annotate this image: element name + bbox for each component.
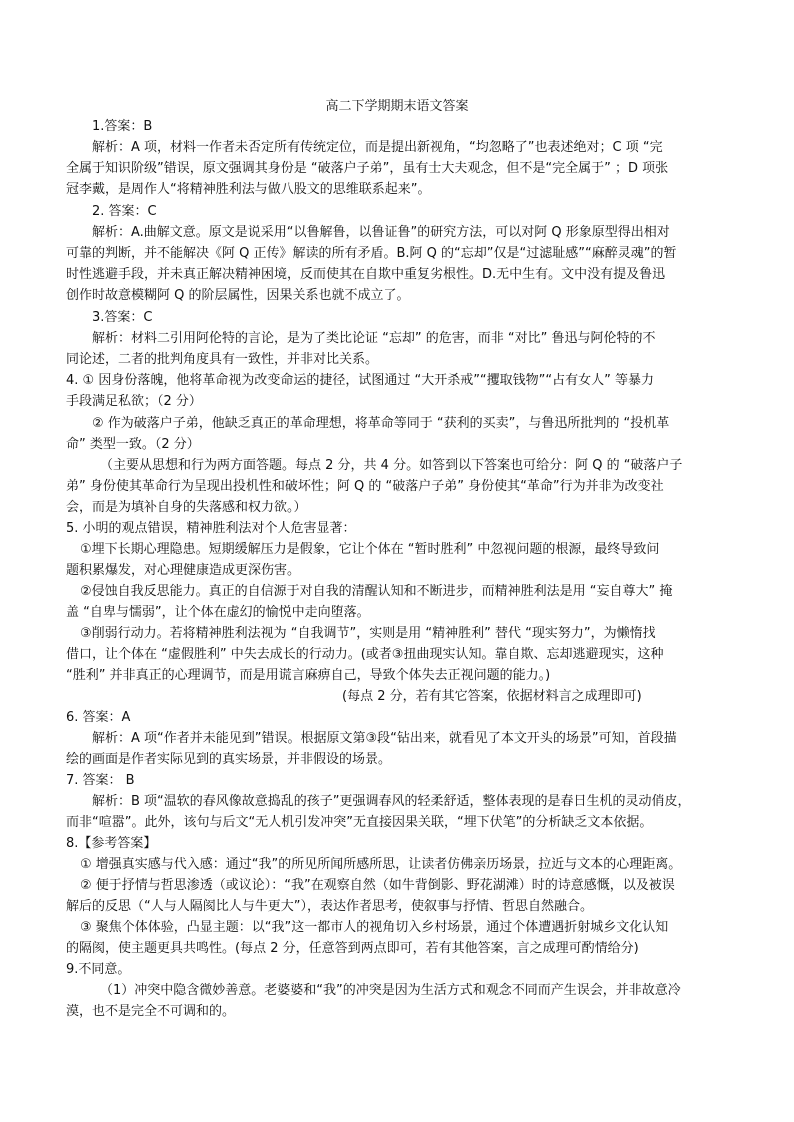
text-line: 冠李戴，是周作人“将精神胜利法与做八股文的思维联系起来”。 (66, 182, 431, 197)
text-line: 创作时故意模糊阿 Q 的阶层属性，因果关系也就不成立了。 (66, 288, 410, 303)
text-line: 借口，让个体在 “虚假胜利” 中失去成长的行动力。(或者③扭曲现实认知。靠自欺、忘却逃避现实，这种 (66, 647, 664, 662)
text-line: 时性逃避手段，并未真正解决精神困境，反而使其在自欺中重复劣根性。D.无中生有。文中没有提及鲁迅 (66, 267, 666, 282)
answer-6-label: 6. 答案：A (66, 710, 131, 725)
text-line: 会，而是为填补自身的失落感和权力欲。） (66, 500, 307, 515)
text-line: （主要从思想和行为两方面答题。每点 2 分，共 4 分。如答到以下答案也可给分：阿 Q 的 “破落户子 (100, 458, 683, 473)
text-line: “胜利” 并非真正的心理调节，而是用谎言麻痹自己，导致个体失去正视问题的能力。) (66, 668, 551, 683)
text-line: 同论述，二者的批判角度具有一致性，并非对比关系。 (66, 352, 379, 367)
answer-4-label: 4. ① 因身份落魄，他将革命视为改变命运的捷径，试图通过 “大开杀戒”“攫取钱物”“占有女人” 等暴力 (66, 373, 654, 388)
text-line: 命” 类型一致。（2 分） (66, 437, 200, 452)
answer-2-label: 2. 答案：C (92, 204, 157, 219)
text-line: 漠，也不是完全不可调和的。 (66, 1004, 236, 1019)
text-line: 解析：A.曲解文意。原文是说采用“以鲁解鲁，以鲁证鲁”的研究方法，可以对阿 Q 形象原型得出相对 (92, 225, 670, 240)
text-line: ① 增强真实感与代入感：通过“我”的所见所闻所感所思，让读者仿佛亲历场景，拉近与文本的心理距离。 (80, 857, 682, 872)
text-line: 解析：A 项“作者并未能见到”错误。根据原文第③段“钻出来，就看见了本文开头的场景”可知，首段描 (92, 731, 677, 746)
text-line: ② 作为破落户子弟，他缺乏真正的革命理想，将革命等同于 “获利的买卖”，与鲁迅所批判的 “投机革 (92, 416, 670, 431)
text-line: 的隔阂，使主题更具共鸣性。(每点 2 分，任意答到两点即可，若有其他答案，言之成理可酌情给分) (66, 941, 639, 956)
answer-7-label: 7. 答案： B (66, 773, 135, 788)
text-line: 盖 “自卑与懦弱”，让个体在虚幻的愉悦中走向堕落。 (66, 605, 370, 620)
text-line: 解析：B 项“温软的春风像故意捣乱的孩子”更强调春风的轻柔舒适，整体表现的是春日生机的灵动俏皮， (92, 794, 691, 809)
text-line: ③ 聚焦个体体验，凸显主题：以“我”这一都市人的视角切入乡村场景，通过个体遭遇折射城乡文化认知 (80, 920, 669, 935)
text-line: （1）冲突中隐含微妙善意。老婆婆和“我”的冲突是因为生活方式和观念不同而产生误会，并非故意冷 (100, 983, 681, 998)
text-line: 可靠的判断，并不能解决《阿 Q 正传》解读的所有矛盾。B.阿 Q 的“忘却”仅是“过滤耻感”“麻醉灵魂”的暂 (66, 246, 677, 261)
answer-1-label: 1.答案：B (92, 119, 153, 134)
text-line: ①埋下长期心理隐患。短期缓解压力是假象，它让个体在 “暂时胜利” 中忽视问题的根源，最终导致问 (80, 542, 660, 557)
answer-5-label: 5. 小明的观点错误，精神胜利法对个人危害显著： (66, 521, 356, 536)
text-line: 弟” 身份使其革命行为呈现出投机性和破坏性；阿 Q 的 “破落户子弟” 身份使其“革命”行为并非为改变社 (66, 479, 664, 494)
answer-9-label: 9.不同意。 (66, 962, 131, 977)
text-line: 手段满足私欲；（2 分） (66, 394, 202, 409)
answer-8-label: 8.【参考答案】 (66, 836, 157, 851)
text-line: 而非“喧嚣”。此外，该句与后文“无人机引发冲突”无直接因果关联，“埋下伏笔”的分析缺乏文本依据。 (66, 815, 653, 830)
answer-3-label: 3.答案：C (92, 310, 153, 325)
page-title: 高二下学期期末语文答案 (325, 99, 469, 114)
text-line: 绘的画面是作者实际见到的真实场景，并非假设的场景。 (66, 752, 392, 767)
text-line: ③削弱行动力。若将精神胜利法视为 “自我调节”，实则是用 “精神胜利” 替代 “现实努力”，为懒惰找 (80, 626, 656, 641)
text-line: 题积累爆发，对心理健康造成更深伤害。 (66, 563, 301, 578)
text-line: 解析：A 项，材料一作者未否定所有传统定位，而是提出新视角，“均忽略了”也表述绝对；C 项 “完 (92, 140, 663, 155)
text-line: ② 便于抒情与哲思渗透（或议论）：“我”在观察自然（如牛背倒影、野花湖滩）时的诗意感慨，以及被误 (80, 878, 675, 893)
scoring-note: (每点 2 分，若有其它答案，依据材料言之成理即可) (342, 689, 642, 704)
text-line: 解后的反思（“人与人隔阂比人与牛更大”），表达作者思考，使叙事与抒情、哲思自然融合。 (66, 899, 593, 914)
text-line: ②侵蚀自我反思能力。真正的自信源于对自我的清醒认知和不断进步，而精神胜利法是用 “妄自尊大” 掩 (80, 584, 673, 599)
text-line: 全属于知识阶级”错误，原文强调其身份是 “破落户子弟”，虽有士大夫观念，但不是“完全属于” ；D 项张 (66, 161, 669, 176)
text-line: 解析：材料二引用阿伦特的言论，是为了类比论证 “忘却” 的危害，而非 “对比” 鲁迅与阿伦特的不 (92, 331, 656, 346)
